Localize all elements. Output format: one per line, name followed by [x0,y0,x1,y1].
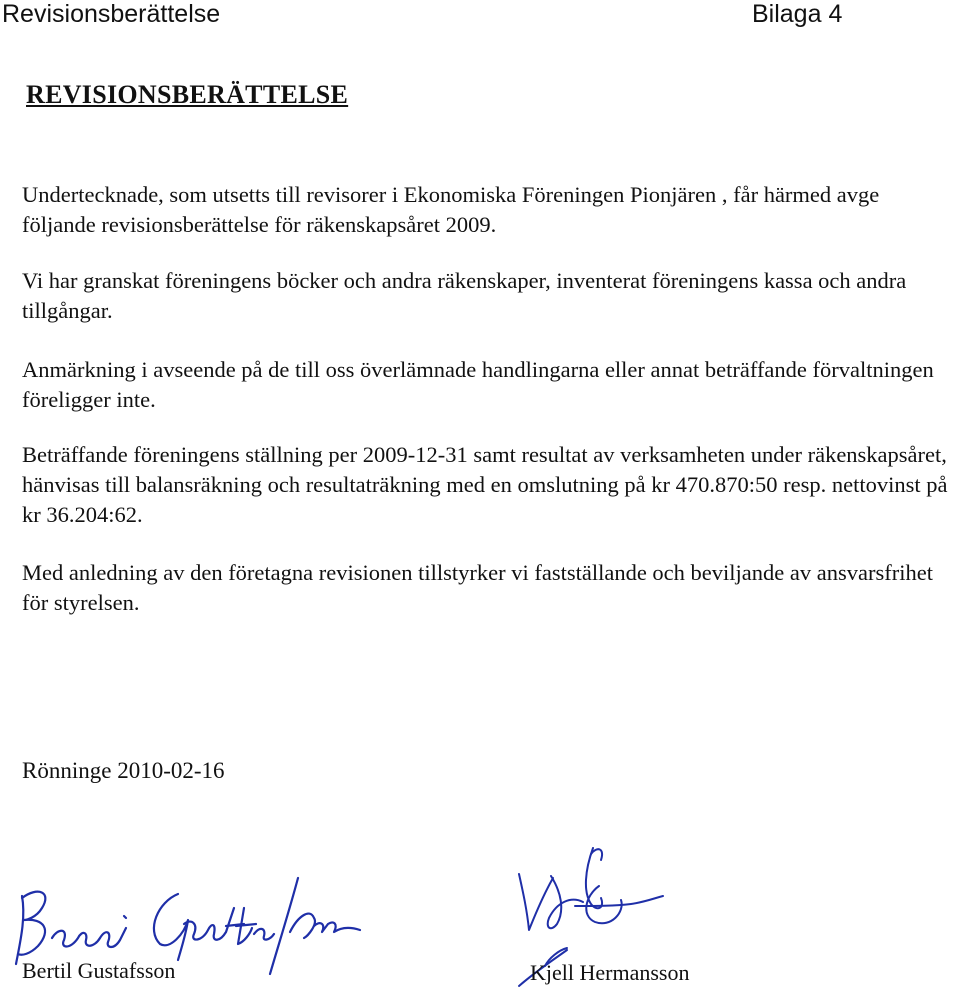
paragraph-recommendation: Med anledning av den företagna revisionen tillstyrker vi fastställande och beviljande av ansvarsfrihet för styrelsen. [22,560,933,615]
place-and-date: Rönninge 2010-02-16 [22,758,225,783]
paragraph-intro: Undertecknade, som utsetts till revisorer i Ekonomiska Föreningen Pionjären , får härmed avge följande revisionsberättelse för räkenskapsåret 2009. [22,182,880,237]
header-attachment-label: Bilaga 4 [752,0,843,28]
paragraph-financials: Beträffande föreningens ställning per 2009-12-31 samt resultat av verksamheten under räkenskapsåret, hänvisas till balansräkning och resultaträkning med en omslutning på kr 470.870:50 resp. nettovinst på kr 36.204:62. [22,442,948,527]
page-header [0,0,960,34]
signature-name-1: Bertil Gustafsson [22,958,176,983]
signature-name-2: Kjell Hermansson [530,960,690,985]
paragraph-review: Vi har granskat föreningens böcker och andra räkenskaper, inventerat föreningens kassa och andra tillgångar. [22,268,907,323]
paragraph-remarks: Anmärkning i avseende på de till oss överlämnade handlingarna eller annat beträffande förvaltningen föreligger inte. [22,357,934,412]
header-title: Revisionsberättelse [2,0,221,28]
document-title: REVISIONSBERÄTTELSE [26,80,349,109]
